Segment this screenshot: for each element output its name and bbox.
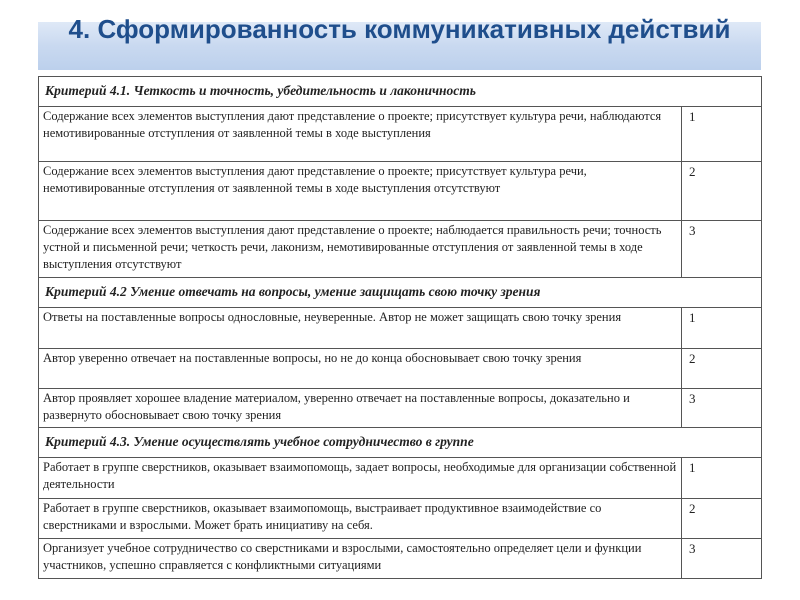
- level-description: Организует учебное сотрудничество со сверстниками и взрослыми, самостоятельно определяет цели и функции участников, успешно справляется с конфликтными ситуациями: [39, 539, 682, 579]
- level-description: Ответы на поставленные вопросы однословные, неуверенные. Автор не может защищать свою точку зрения: [39, 308, 682, 349]
- criterion-title: Критерий 4.1. Четкость и точность, убедительность и лаконичность: [39, 77, 762, 107]
- level-score: 2: [682, 349, 762, 389]
- level-description: Автор проявляет хорошее владение материалом, уверенно отвечает на поставленные вопросы, доказательно и развернуто обосновывает свою точку зрения: [39, 389, 682, 428]
- level-description: Автор уверенно отвечает на поставленные вопросы, но не до конца обосновывает свою точку зрения: [39, 349, 682, 389]
- table-row: [39, 221, 762, 278]
- level-description: Содержание всех элементов выступления дают представление о проекте; наблюдается правильность речи; точность устной и письменной речи; четкость речи, лаконизм, немотивированные отступления от заявленной темы в ходе выступления отсутствуют: [39, 221, 682, 278]
- level-description: Работает в группе сверстников, оказывает взаимопомощь, задает вопросы, необходимые для организации собственной деятельности: [39, 458, 682, 499]
- level-score: 1: [682, 107, 762, 162]
- level-score: 3: [682, 539, 762, 579]
- criterion-title: Критерий 4.3. Умение осуществлять учебное сотрудничество в группе: [39, 428, 762, 458]
- criterion-header-4-3: [39, 428, 762, 458]
- table-row: [39, 499, 762, 539]
- table-row: [39, 389, 762, 428]
- criteria-table: [38, 76, 762, 579]
- table-row: [39, 308, 762, 349]
- page-title: 4. Сформированность коммуникативных действий: [68, 14, 731, 44]
- level-score: 2: [682, 499, 762, 539]
- criterion-header-4-2: [39, 278, 762, 308]
- level-score: 3: [682, 389, 762, 428]
- level-score: 3: [682, 221, 762, 278]
- level-score: 2: [682, 162, 762, 221]
- table-row: [39, 107, 762, 162]
- level-score: 1: [682, 458, 762, 499]
- level-score: 1: [682, 308, 762, 349]
- level-description: Содержание всех элементов выступления дают представление о проекте; присутствует культура речи, немотивированные отступления от заявленной темы в ходе выступления отсутствуют: [39, 162, 682, 221]
- table-row: [39, 349, 762, 389]
- table-row: [39, 458, 762, 499]
- table-row: [39, 162, 762, 221]
- table-row: [39, 539, 762, 579]
- criterion-header-4-1: [39, 77, 762, 107]
- criterion-title: Критерий 4.2 Умение отвечать на вопросы, умение защищать свою точку зрения: [39, 278, 762, 308]
- level-description: Работает в группе сверстников, оказывает взаимопомощь, выстраивает продуктивное взаимодействие со сверстниками и взрослыми. Может брать инициативу на себя.: [39, 499, 682, 539]
- level-description: Содержание всех элементов выступления дают представление о проекте; присутствует культура речи, наблюдаются немотивированные отступления от заявленной темы в ходе выступления: [39, 107, 682, 162]
